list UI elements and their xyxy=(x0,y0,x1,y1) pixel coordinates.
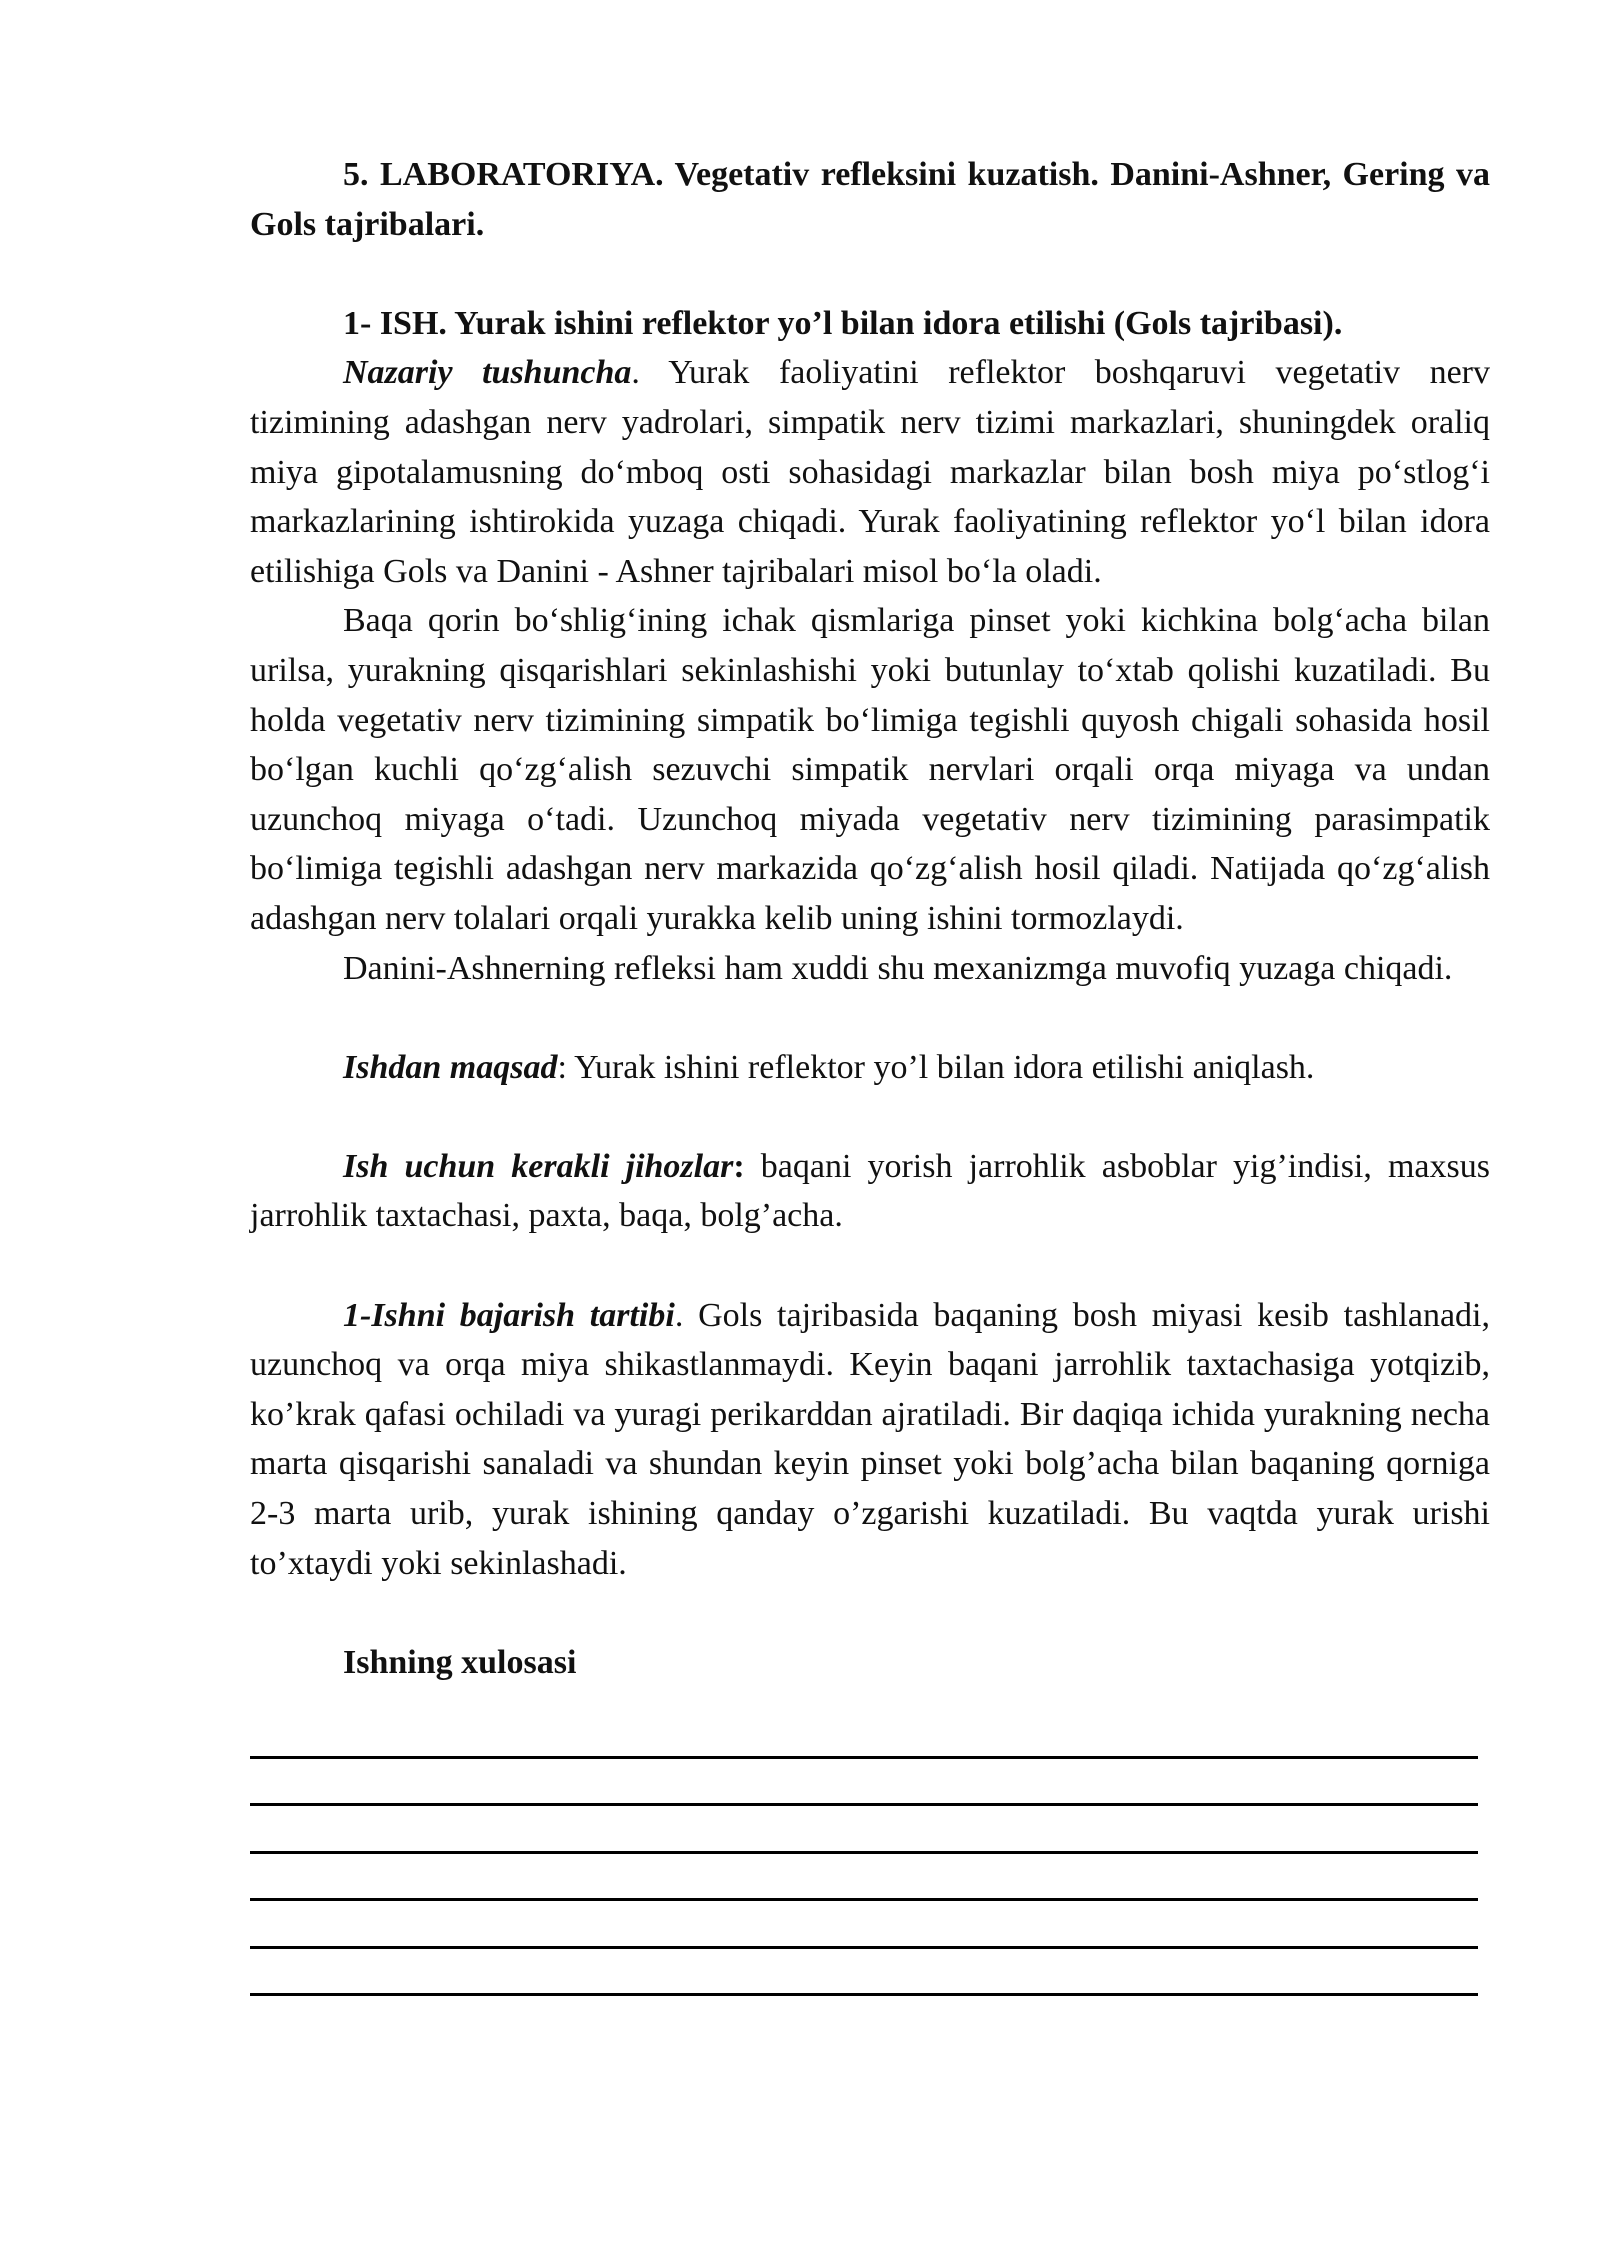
conclusion-heading: Ishning xulosasi xyxy=(343,1643,577,1681)
conclusion-answer-lines[interactable] xyxy=(250,1711,1478,1996)
work-heading: 1- ISH. Yurak ishini reflektor yo’l bilan idora etilishi (Gols tajribasi). xyxy=(343,304,1343,342)
spacer xyxy=(250,993,1490,1043)
spacer xyxy=(250,1092,1490,1142)
theory-paragraph xyxy=(250,348,1490,596)
spacer xyxy=(250,1588,1490,1638)
danini-ashner-paragraph: Danini-Ashnerning refleksi ham xuddi shu mexanizmga muvofiq yuzaga chiqadi. xyxy=(343,949,1453,987)
equipment-label: Ish uchun kerakli jihozlar xyxy=(343,1147,734,1185)
document-page xyxy=(250,150,1490,1996)
spacer xyxy=(250,249,1490,299)
equipment-text: baqani yorish jarrohlik asboblar yig’indisi, maxsus jarrohlik taxtachasi, paxta, baqa, bolg’acha. xyxy=(250,1147,1490,1235)
purpose-label: Ishdan maqsad xyxy=(343,1048,558,1086)
equipment-paragraph xyxy=(250,1142,1490,1241)
answer-line[interactable] xyxy=(250,1759,1478,1807)
spacer xyxy=(250,1241,1490,1291)
answer-line[interactable] xyxy=(250,1949,1478,1997)
answer-line[interactable] xyxy=(250,1711,1478,1759)
equipment-colon: : xyxy=(733,1147,745,1185)
answer-line[interactable] xyxy=(250,1854,1478,1902)
theory-text: . Yurak faoliyatini reflektor boshqaruvi vegetativ nerv tizimining adashgan nerv yadrolari, simpatik nerv tizimi markazlari, shuningdek oraliq miya gipotalamusning do‘mboq osti sohasidagi markazlar bilan bosh miya po‘stlog‘i markazlarining ishtirokida yuzaga chiqadi. Yurak faoliyatining reflektor yo‘l bilan idora etilishiga Gols va Danini - Ashner tajribalari misol bo‘la oladi. xyxy=(250,354,1491,590)
answer-line[interactable] xyxy=(250,1806,1478,1854)
procedure-label: 1-Ishni bajarish tartibi xyxy=(343,1296,675,1334)
procedure-paragraph xyxy=(250,1291,1490,1589)
mechanism-paragraph: Baqa qorin bo‘shlig‘ining ichak qismlariga pinset yoki kichkina bolg‘acha bilan urilsa, yurakning qisqarishlari sekinlashishi yoki butunlay to‘xtab qolishi kuzatiladi. Bu holda vegetativ nerv tizimining simpatik bo‘limiga tegishli quyosh chigali sohasida hosil bo‘lgan kuchli qo‘zg‘alish sezuvchi simpatik nervlari orqali orqa miyaga va undan uzunchoq miyaga o‘tadi. Uzunchoq miyada vegetativ nerv tizimining parasimpatik bo‘limiga tegishli adashgan nerv markazida qo‘zg‘alish hosil qiladi. Natijada qo‘zg‘alish adashgan nerv tolalari orqali yurakka kelib uning ishini tormozlaydi. xyxy=(250,602,1490,937)
theory-label: Nazariy tushuncha xyxy=(343,354,632,392)
purpose-text: : Yurak ishini reflektor yo’l bilan idora etilishi aniqlash. xyxy=(557,1048,1315,1086)
purpose-paragraph xyxy=(250,1043,1490,1093)
lab-title: 5. LABORATORIYA. Vegetativ refleksini kuzatish. Danini-Ashner, Gering va Gols tajribalari. xyxy=(250,156,1490,243)
procedure-text: . Gols tajribasida baqaning bosh miyasi kesib tashlanadi, uzunchoq va orqa miya shikastlanmaydi. Keyin baqani jarrohlik taxtachasiga yotqizib, ko’krak qafasi ochiladi va yuragi perikarddan ajratiladi. Bir daqiqa ichida yurakning necha marta qisqarishi sanaladi va shundan keyin pinset yoki bolg’acha bilan baqaning qorniga 2-3 marta urib, yurak ishining qanday o’zgarishi kuzatiladi. Bu vaqtda yurak urishi to’xtaydi yoki sekinlashadi. xyxy=(250,1296,1490,1582)
answer-line[interactable] xyxy=(250,1901,1478,1949)
